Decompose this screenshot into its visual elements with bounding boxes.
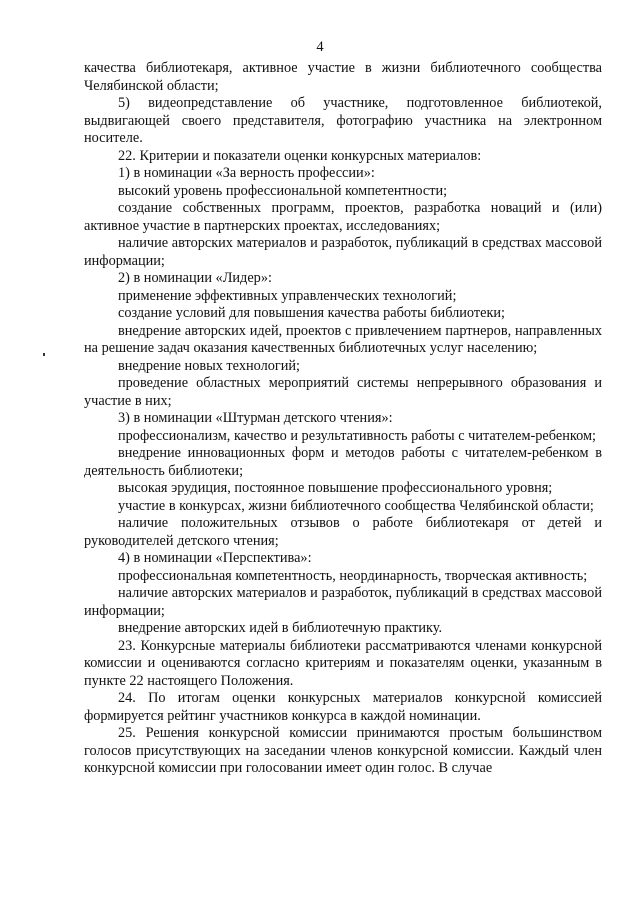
document-body bbox=[84, 60, 602, 778]
criterion-item: создание условий для повышения качества работы библиотеки; bbox=[118, 305, 506, 321]
criterion-item: внедрение новых технологий; bbox=[118, 357, 301, 374]
nomination-heading: 1) в номинации «За верность профессии»: bbox=[118, 165, 375, 181]
criterion-item: высокая эрудиция, постоянное повышение профессионального уровня; bbox=[118, 480, 553, 496]
criterion-item: применение эффективных управленческих технологий; bbox=[118, 287, 457, 304]
paragraph: 24. По итогам оценки конкурсных материалов конкурсной комиссией формируется рейтинг участников конкурса в каждой номинации. bbox=[84, 690, 602, 724]
criterion-item: внедрение инновационных форм и методов работы с читателем-ребенком в деятельность библиотеки; bbox=[84, 445, 602, 479]
criterion-item: внедрение авторских идей, проектов с привлечением партнеров, направленных на решение задач оказания качественных библиотечных услуг населению; bbox=[84, 322, 602, 356]
page-number: 4 bbox=[316, 39, 324, 55]
criterion-item: наличие авторских материалов и разработок, публикаций в средствах массовой информации; bbox=[84, 585, 602, 619]
nomination-heading: 2) в номинации «Лидер»: bbox=[118, 270, 272, 286]
nomination-heading: 4) в номинации «Перспектива»: bbox=[118, 550, 312, 566]
paragraph: 5) видеопредставление об участнике, подготовленное библиотекой, выдвигающей своего представителя, фотографию участника на электронном носителе. bbox=[84, 95, 602, 146]
criterion-item: проведение областных мероприятий системы непрерывного образования и участие в них; bbox=[84, 375, 602, 409]
criterion-item: высокий уровень профессиональной компетентности; bbox=[118, 182, 448, 199]
criterion-item: создание собственных программ, проектов, разработка новаций и (или) активное участие в партнерских проектах, исследованиях; bbox=[84, 200, 602, 234]
nomination-heading: 3) в номинации «Штурман детского чтения»: bbox=[118, 410, 393, 426]
paragraph: 23. Конкурсные материалы библиотеки рассматриваются членами конкурсной комиссии и оцениваются согласно критериям и показателям оценки, указанным в пункте 22 настоящего Положения. bbox=[84, 637, 602, 689]
paragraph: качества библиотекаря, активное участие в жизни библиотечного сообщества Челябинской области; bbox=[84, 60, 602, 94]
criterion-item: наличие положительных отзывов о работе библиотекаря от детей и руководителей детского чтения; bbox=[84, 515, 602, 549]
criterion-item: внедрение авторских идей в библиотечную практику. bbox=[118, 620, 443, 636]
scan-speck bbox=[43, 353, 45, 356]
paragraph: 25. Решения конкурсной комиссии принимаются простым большинством голосов присутствующих на заседании членов конкурсной комиссии. Каждый член конкурсной комиссии при голосовании имеет один голос. В случае bbox=[84, 725, 602, 776]
criterion-item: профессиональная компетентность, неординарность, творческая активность; bbox=[118, 567, 588, 584]
criterion-item: профессионализм, качество и результативность работы с читателем-ребенком; bbox=[118, 427, 596, 444]
criterion-item: наличие авторских материалов и разработок, публикаций в средствах массовой информации; bbox=[84, 235, 602, 269]
section-heading: 22. Критерии и показатели оценки конкурсных материалов: bbox=[118, 147, 482, 164]
criterion-item: участие в конкурсах, жизни библиотечного сообщества Челябинской области; bbox=[118, 497, 594, 514]
